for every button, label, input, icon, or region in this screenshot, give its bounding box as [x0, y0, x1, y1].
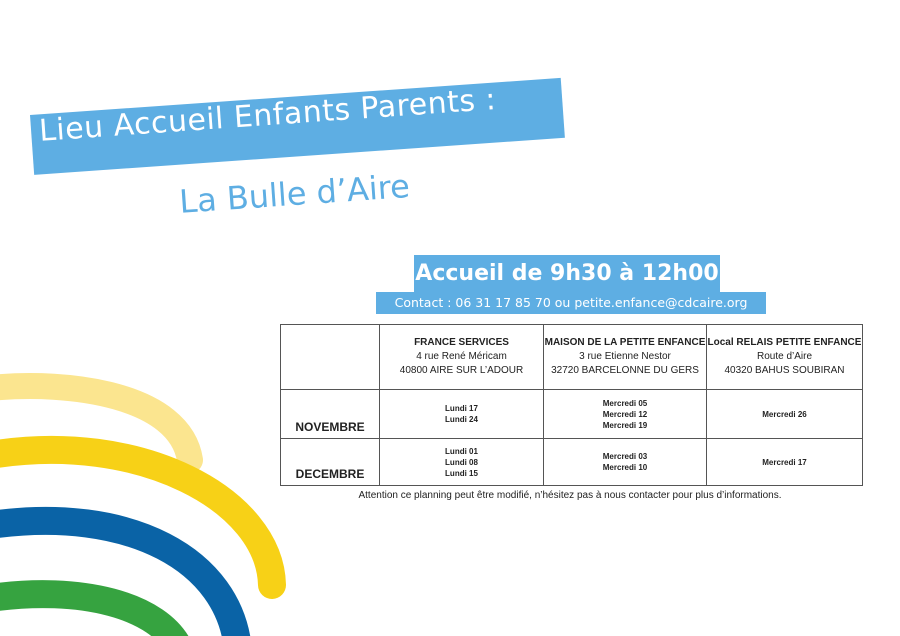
schedule-cell — [707, 439, 863, 486]
schedule-day: Lundi 08 — [445, 457, 478, 467]
location-city: 32720 BARCELONNE DU GERS — [551, 365, 699, 376]
location-name: FRANCE SERVICES — [414, 337, 509, 348]
schedule-table — [280, 324, 863, 486]
page-subtitle: La Bulle d’Aire — [178, 166, 411, 221]
schedule-day: Lundi 24 — [445, 415, 478, 424]
location-header — [380, 325, 544, 390]
location-name: Local RELAIS PETITE ENFANCE — [707, 337, 862, 348]
schedule-day: Mercredi 17 — [762, 457, 807, 467]
location-city: 40800 AIRE SUR L’ADOUR — [399, 365, 524, 376]
month-label: DECEMBRE — [281, 439, 380, 486]
wave-green — [0, 594, 180, 636]
schedule-day: Mercredi 19 — [602, 420, 648, 430]
location-header — [707, 325, 863, 390]
schedule-day: Lundi 15 — [445, 468, 478, 478]
location-address: 4 rue René Méricam — [416, 351, 507, 362]
schedule-day: Mercredi 12 — [602, 409, 648, 419]
schedule-cell — [544, 439, 707, 486]
page-title: Lieu Accueil Enfants Parents : — [38, 82, 498, 149]
empty-corner-cell — [281, 325, 380, 390]
location-name: MAISON DE LA PETITE ENFANCE — [544, 337, 706, 348]
location-address: Route d’Aire — [756, 351, 813, 362]
schedule-cell — [544, 390, 707, 439]
month-label: NOVEMBRE — [281, 390, 380, 439]
location-address: 3 rue Etienne Nestor — [579, 351, 671, 362]
schedule-cell — [707, 390, 863, 439]
schedule-day: Mercredi 10 — [602, 463, 648, 472]
location-city: 40320 BAHUS SOUBIRAN — [724, 365, 845, 376]
schedule-day: Lundi 17 — [445, 404, 478, 413]
schedule-cell — [380, 390, 544, 439]
table-header-row — [281, 325, 863, 390]
table-row — [281, 439, 863, 486]
schedule-day: Lundi 01 — [445, 446, 478, 456]
planning-notice: Attention ce planning peut être modifié, n’hésitez pas à nous contacter pour plus d’informations. — [358, 490, 782, 501]
opening-hours-banner: Accueil de 9h30 à 12h00 — [414, 255, 720, 293]
schedule-day: Mercredi 03 — [602, 452, 648, 461]
schedule-cell — [380, 439, 544, 486]
schedule-day: Mercredi 26 — [762, 409, 807, 419]
schedule-day: Mercredi 05 — [602, 398, 648, 408]
location-header — [544, 325, 707, 390]
table-row — [281, 390, 863, 439]
contact-banner: Contact : 06 31 17 85 70 ou petite.enfance@cdcaire.org — [376, 292, 766, 314]
